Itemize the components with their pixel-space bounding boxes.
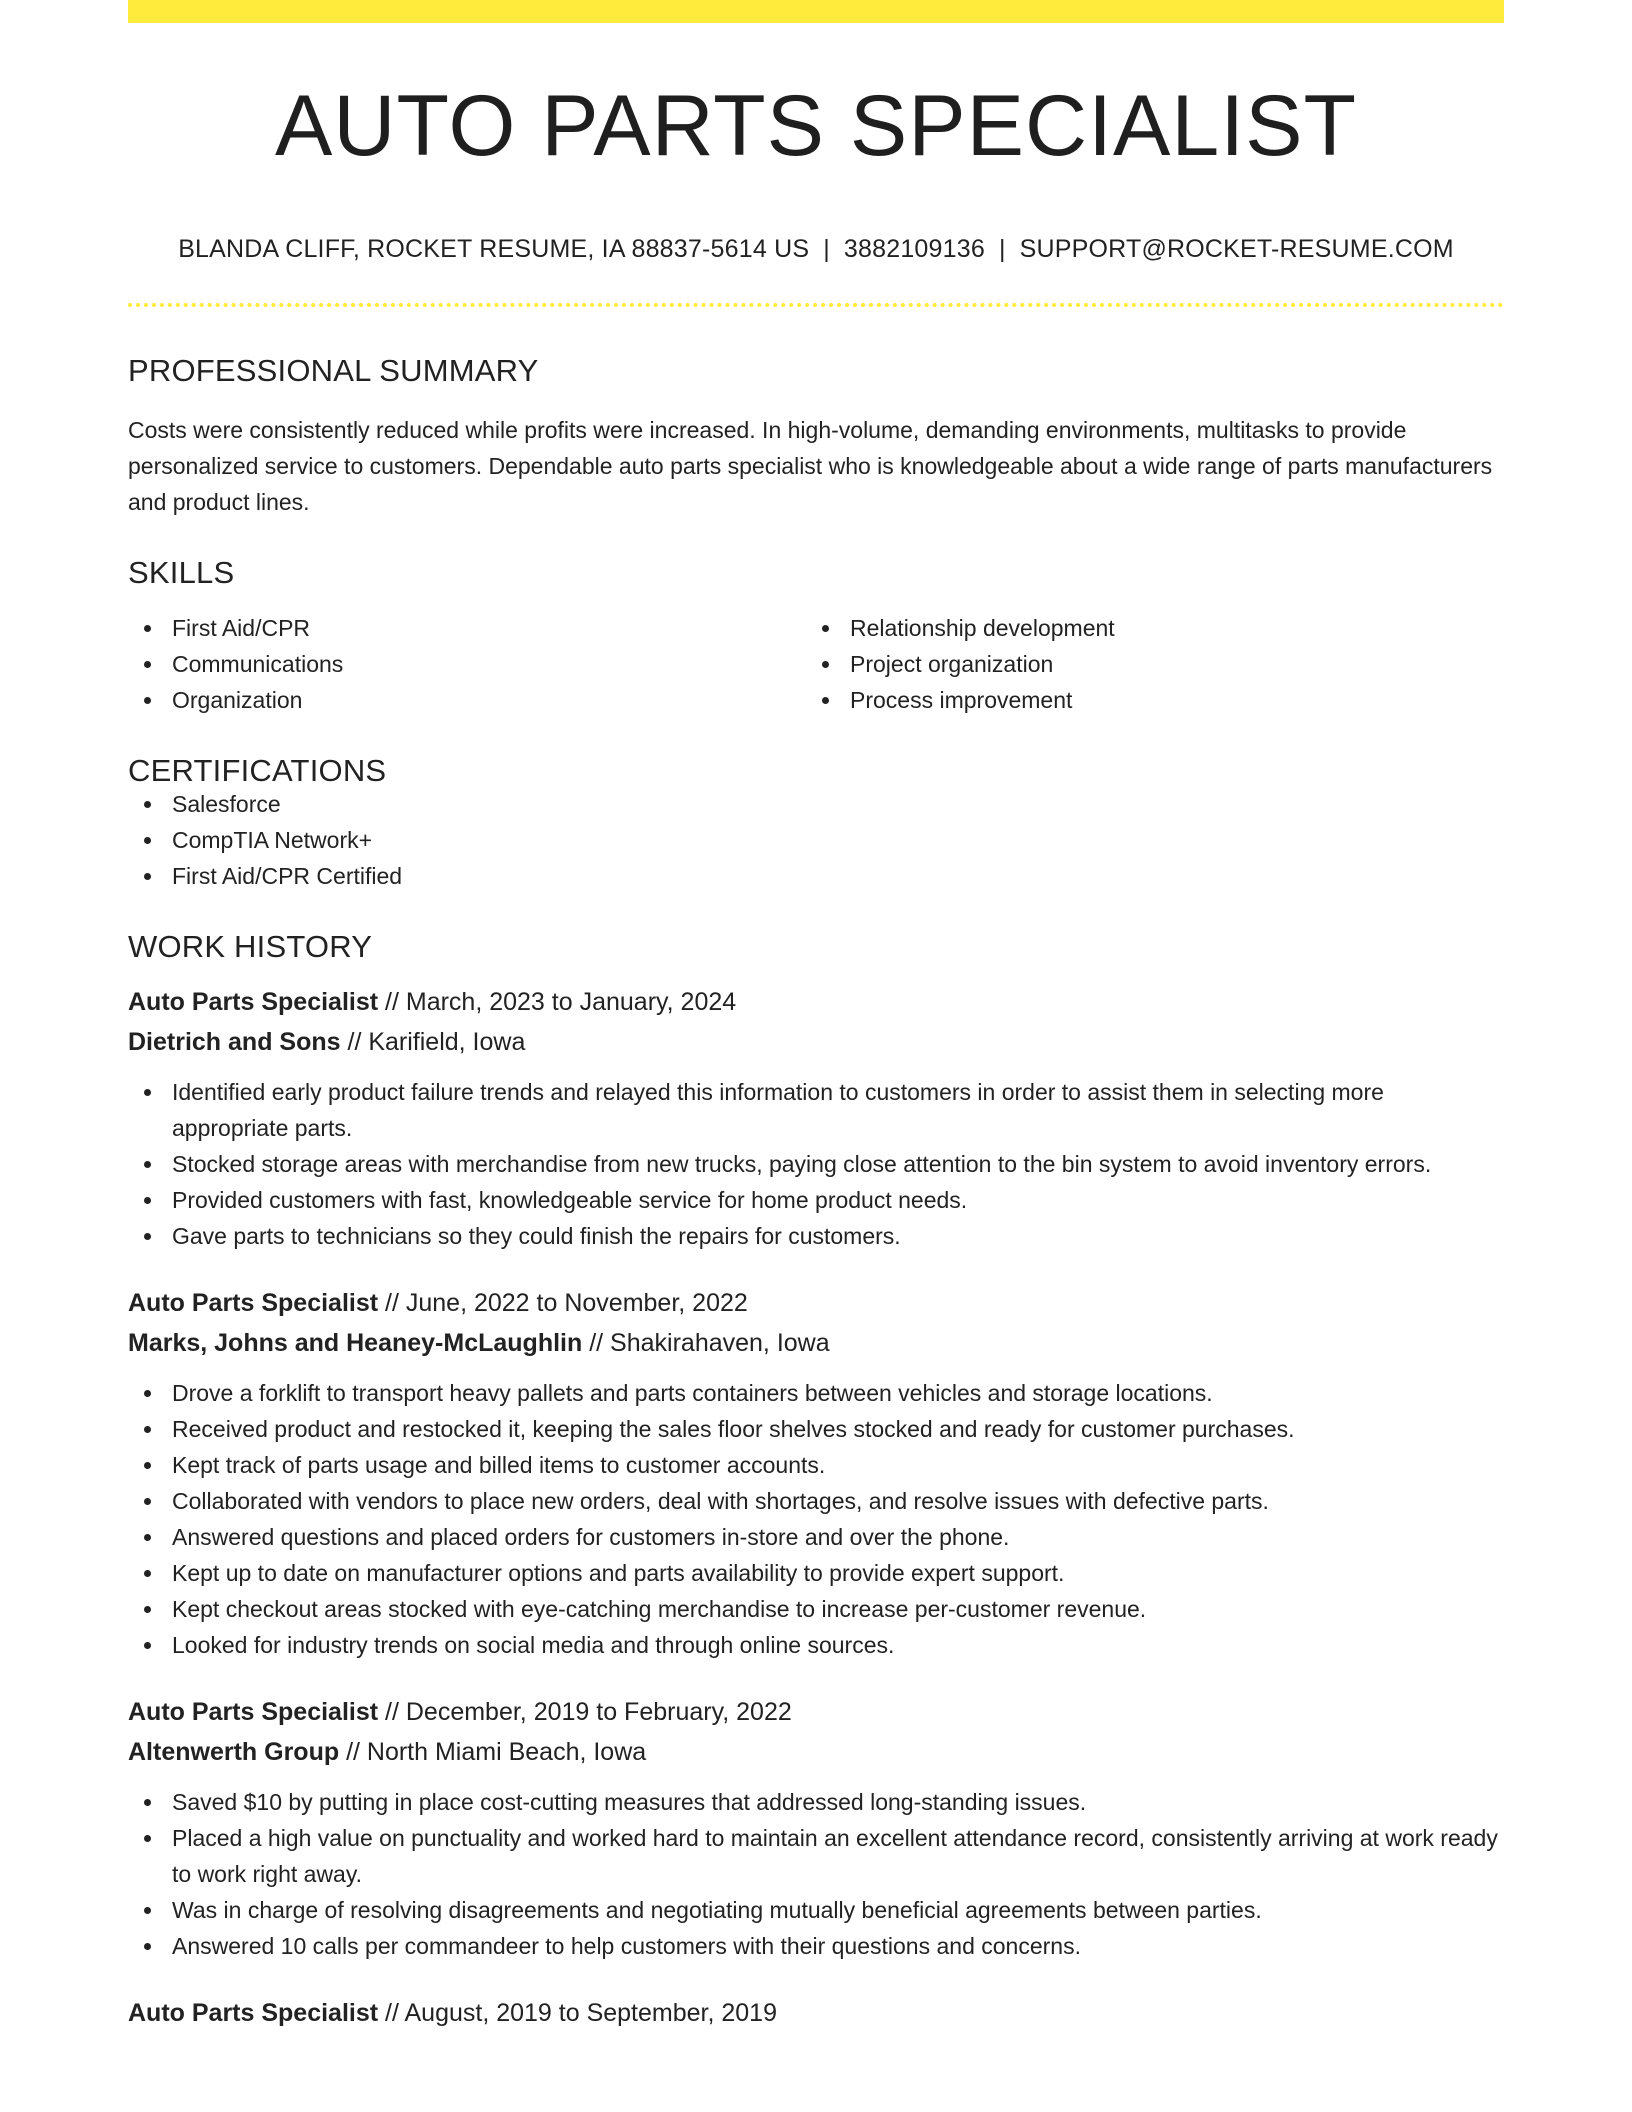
job-company-line: [128, 1323, 1504, 1363]
resume-title: AUTO PARTS SPECIALIST: [275, 78, 1357, 174]
job-bullet: Kept up to date on manufacturer options and parts availability to provide expert support.: [128, 1555, 1504, 1591]
job-company-line: [128, 1022, 1504, 1062]
job-role-line: [128, 982, 1504, 1022]
skills-heading: SKILLS: [128, 555, 235, 590]
contact-address: BLANDA CLIFF, ROCKET RESUME, IA 88837-5614 US: [178, 235, 810, 263]
certification-item: First Aid/CPR Certified: [128, 858, 1504, 894]
job-dates: // March, 2023 to January, 2024: [385, 988, 737, 1016]
dotted-divider: [128, 303, 1504, 307]
job-bullet: Drove a forklift to transport heavy pallets and parts containers between vehicles and storage locations.: [128, 1375, 1504, 1411]
job-location: // Shakirahaven, Iowa: [589, 1329, 830, 1357]
job-role-line: [128, 1993, 1504, 2033]
job-entry: [128, 1283, 1504, 1663]
skills-right-column: [806, 610, 1494, 718]
job-role-line: [128, 1283, 1504, 1323]
summary-heading: PROFESSIONAL SUMMARY: [128, 353, 539, 388]
job-location: // Karifield, Iowa: [347, 1028, 526, 1056]
certification-item: Salesforce: [128, 786, 1504, 822]
skill-item: Organization: [128, 682, 816, 718]
skill-item: Relationship development: [806, 610, 1494, 646]
job-dates: // August, 2019 to September, 2019: [385, 1999, 777, 2027]
skill-item: Process improvement: [806, 682, 1494, 718]
job-bullet: Identified early product failure trends and relayed this information to customers in order to assist them in selecting more appropriate parts.: [128, 1074, 1504, 1146]
certifications-heading: CERTIFICATIONS: [128, 753, 387, 788]
summary-text: Costs were consistently reduced while profits were increased. In high-volume, demanding environments, multitasks to provide personalized service to customers. Dependable auto parts specialist who is knowledgeable about a wide range of parts manufacturers and product lines.: [128, 417, 1493, 515]
skills-left-list: [128, 610, 816, 718]
job-role-line: [128, 1692, 1504, 1732]
job-role: Auto Parts Specialist: [128, 1698, 379, 1726]
certifications-list: [128, 786, 1504, 894]
job-bullet: Was in charge of resolving disagreements and negotiating mutually beneficial agreements between parties.: [128, 1892, 1504, 1928]
skills-grid: [128, 610, 1504, 718]
job-entry: [128, 982, 1504, 1254]
job-entry: [128, 1692, 1504, 1964]
skills-left-column: [128, 610, 816, 718]
job-bullet: Answered questions and placed orders for customers in-store and over the phone.: [128, 1519, 1504, 1555]
job-bullet: Kept checkout areas stocked with eye-catching merchandise to increase per-customer revenue.: [128, 1591, 1504, 1627]
contact-phone[interactable]: 3882109136: [843, 235, 985, 263]
skill-item: Project organization: [806, 646, 1494, 682]
job-bullets: [128, 1784, 1504, 1964]
job-role: Auto Parts Specialist: [128, 1999, 379, 2027]
job-bullets: [128, 1375, 1504, 1663]
job-bullet: Collaborated with vendors to place new orders, deal with shortages, and resolve issues with defective parts.: [128, 1483, 1504, 1519]
job-company: Dietrich and Sons: [128, 1028, 341, 1056]
skill-item: First Aid/CPR: [128, 610, 816, 646]
job-bullet: Received product and restocked it, keeping the sales floor shelves stocked and ready for customer purchases.: [128, 1411, 1504, 1447]
job-bullet: Answered 10 calls per commandeer to help customers with their questions and concerns.: [128, 1928, 1504, 1964]
job-company: Marks, Johns and Heaney-McLaughlin: [128, 1329, 583, 1357]
job-bullet: Provided customers with fast, knowledgeable service for home product needs.: [128, 1182, 1504, 1218]
job-company-line: [128, 1732, 1504, 1772]
job-bullets: [128, 1074, 1504, 1254]
certification-item: CompTIA Network+: [128, 822, 1504, 858]
contact-separator: |: [823, 235, 830, 263]
job-role: Auto Parts Specialist: [128, 1289, 379, 1317]
job-dates: // December, 2019 to February, 2022: [385, 1698, 792, 1726]
job-bullet: Saved $10 by putting in place cost-cutting measures that addressed long-standing issues.: [128, 1784, 1504, 1820]
job-role: Auto Parts Specialist: [128, 988, 379, 1016]
work-history-heading: WORK HISTORY: [128, 929, 373, 964]
skill-item: Communications: [128, 646, 816, 682]
job-dates: // June, 2022 to November, 2022: [385, 1289, 748, 1317]
job-location: // North Miami Beach, Iowa: [346, 1738, 647, 1766]
resume-page: [128, 0, 1504, 2033]
top-accent-bar: [128, 0, 1504, 23]
job-bullet: Gave parts to technicians so they could finish the repairs for customers.: [128, 1218, 1504, 1254]
job-bullet: Stocked storage areas with merchandise from new trucks, paying close attention to the bin system to avoid inventory errors.: [128, 1146, 1504, 1182]
job-bullet: Placed a high value on punctuality and worked hard to maintain an excellent attendance record, consistently arriving at work ready to work right away.: [128, 1820, 1504, 1892]
job-company: Altenwerth Group: [128, 1738, 340, 1766]
job-bullet: Looked for industry trends on social media and through online sources.: [128, 1627, 1504, 1663]
job-bullet: Kept track of parts usage and billed items to customer accounts.: [128, 1447, 1504, 1483]
contact-line: [128, 237, 1504, 262]
contact-email[interactable]: SUPPORT@ROCKET-RESUME.COM: [1019, 235, 1454, 263]
job-entry: [128, 1993, 1504, 2033]
contact-separator: |: [998, 235, 1006, 263]
skills-right-list: [806, 610, 1494, 718]
